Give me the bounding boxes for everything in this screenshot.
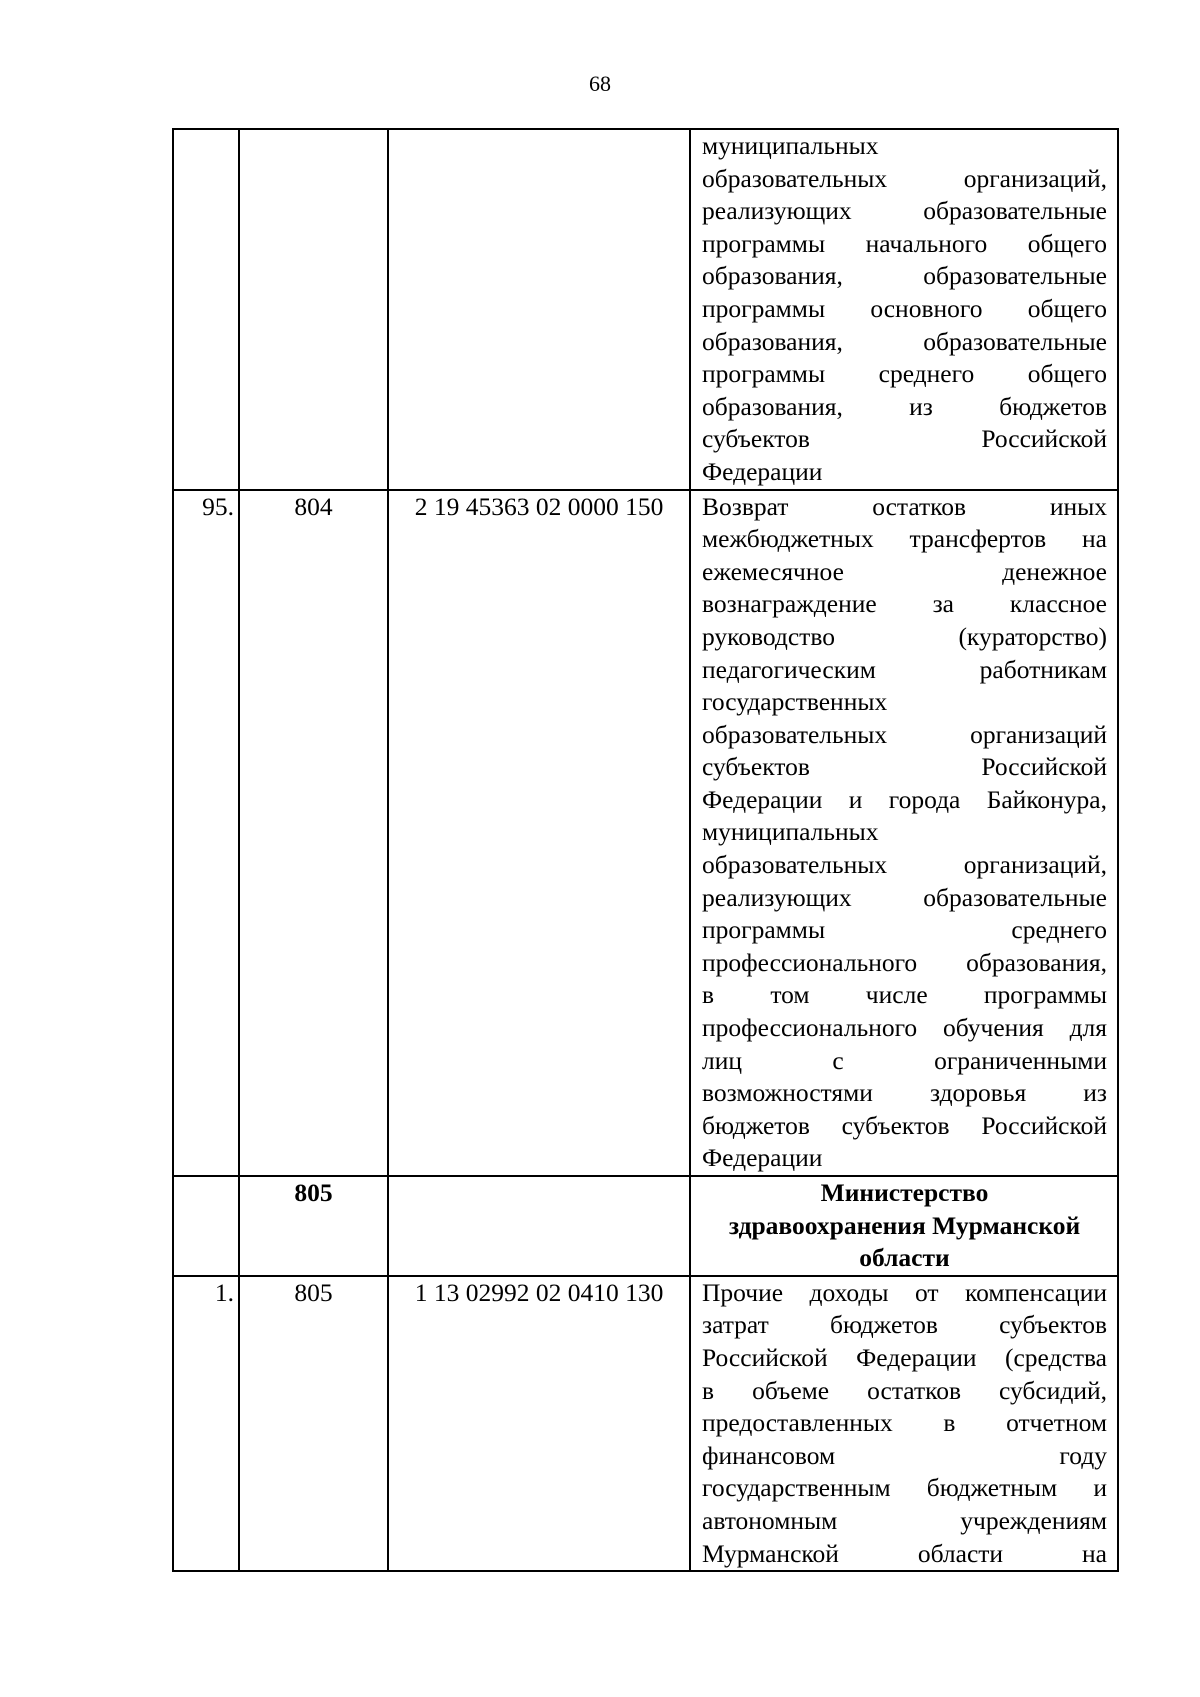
description-line: вознаграждение за классное bbox=[702, 589, 1107, 619]
page-number: 68 bbox=[589, 71, 611, 96]
description-line: руководство (кураторство) bbox=[702, 621, 1107, 651]
description-line: в объеме остатков субсидий, bbox=[702, 1375, 1107, 1405]
description-line: программы начального общего bbox=[702, 228, 1107, 258]
description-line: Федерации bbox=[702, 456, 823, 486]
description-line: автономным учреждениям bbox=[702, 1505, 1107, 1535]
admin-code-cell: 804 bbox=[239, 490, 388, 1176]
description-line: Прочие доходы от компенсации bbox=[702, 1277, 1107, 1307]
description-line: реализующих образовательные bbox=[702, 882, 1107, 912]
description-line: муниципальных bbox=[702, 131, 879, 160]
description-line: Федерации bbox=[702, 1143, 823, 1173]
income-code-cell bbox=[388, 129, 690, 490]
description-line: ежемесячное денежное bbox=[702, 556, 1107, 586]
description-line: финансовом году bbox=[702, 1440, 1107, 1470]
income-code-cell: 2 19 45363 02 0000 150 bbox=[388, 490, 690, 1176]
ministry-heading-line: области bbox=[859, 1243, 950, 1273]
budget-classification-table bbox=[172, 128, 1119, 1572]
description-line: профессионального обучения для bbox=[702, 1013, 1107, 1043]
description-line: профессионального образования, bbox=[702, 947, 1107, 977]
description-line: образования, из бюджетов bbox=[702, 391, 1107, 421]
description-line: предоставленных в отчетном bbox=[702, 1408, 1107, 1438]
description-line: Федерации и города Байконура, bbox=[702, 784, 1107, 814]
description-line: педагогическим работникам bbox=[702, 654, 1107, 684]
description-cell bbox=[690, 1276, 1118, 1571]
table-row bbox=[173, 1276, 1118, 1571]
row-number-cell bbox=[173, 129, 239, 490]
description-line: лиц с ограниченными bbox=[702, 1045, 1107, 1075]
description-line: возможностями здоровья из bbox=[702, 1078, 1107, 1108]
description-cell bbox=[690, 490, 1118, 1176]
ministry-heading-line: здравоохранения Мурманской bbox=[728, 1210, 1081, 1240]
description-line: программы среднего общего bbox=[702, 359, 1107, 389]
description-line: реализующих образовательные bbox=[702, 196, 1107, 226]
table-row bbox=[173, 129, 1118, 490]
income-code-cell: 1 13 02992 02 0410 130 bbox=[388, 1276, 690, 1571]
description-line: Мурманской области на bbox=[702, 1538, 1107, 1568]
description-line: государственным бюджетным и bbox=[702, 1473, 1107, 1503]
description-line: образования, образовательные bbox=[702, 326, 1107, 356]
row-number-cell: 1. bbox=[173, 1276, 239, 1571]
description-line: Возврат остатков иных bbox=[702, 491, 1107, 521]
ministry-heading-line: Министерство bbox=[820, 1178, 989, 1207]
description-line: образовательных организаций, bbox=[702, 850, 1107, 880]
description-cell bbox=[690, 129, 1118, 490]
description-line: затрат бюджетов субъектов bbox=[702, 1310, 1107, 1340]
ministry-heading-cell bbox=[690, 1176, 1118, 1276]
description-line: бюджетов субъектов Российской bbox=[702, 1110, 1107, 1140]
description-line: межбюджетных трансфертов на bbox=[702, 524, 1107, 554]
description-line: образовательных организаций, bbox=[702, 163, 1107, 193]
description-line: в том числе программы bbox=[702, 980, 1107, 1010]
admin-code-cell bbox=[239, 129, 388, 490]
description-line: образовательных организаций bbox=[702, 719, 1107, 749]
row-number-cell: 95. bbox=[173, 490, 239, 1176]
description-line: субъектов Российской bbox=[702, 752, 1107, 782]
description-line: программы среднего bbox=[702, 915, 1107, 945]
description-line: государственных bbox=[702, 687, 888, 717]
description-line: Российской Федерации (средства bbox=[702, 1342, 1107, 1372]
description-line: программы основного общего bbox=[702, 293, 1107, 323]
table-row bbox=[173, 1176, 1118, 1276]
description-line: субъектов Российской bbox=[702, 424, 1107, 454]
income-code-cell bbox=[388, 1176, 690, 1276]
admin-code-cell: 805 bbox=[239, 1176, 388, 1276]
row-number-cell bbox=[173, 1176, 239, 1276]
admin-code-cell: 805 bbox=[239, 1276, 388, 1571]
table-row bbox=[173, 490, 1118, 1176]
description-line: муниципальных bbox=[702, 817, 879, 847]
description-line: образования, образовательные bbox=[702, 261, 1107, 291]
